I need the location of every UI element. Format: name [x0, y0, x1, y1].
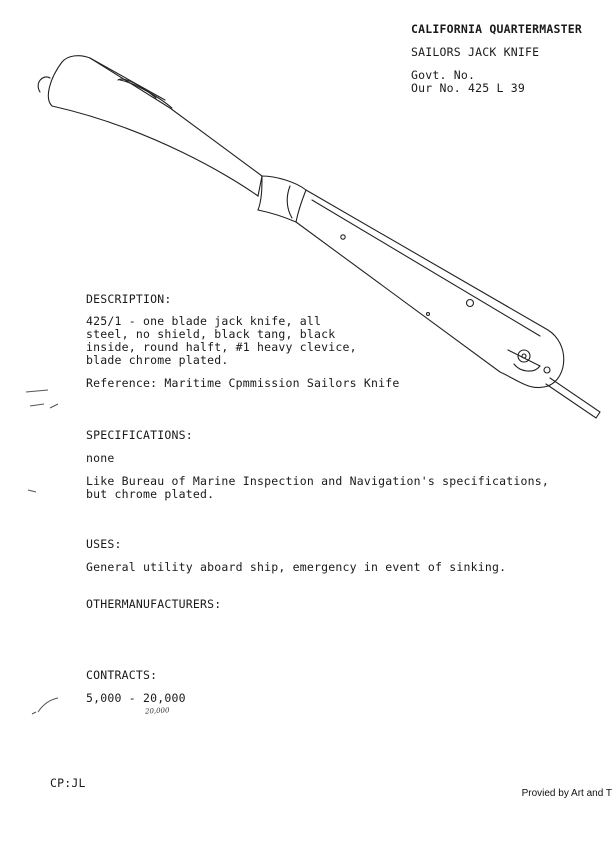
specifications-heading: SPECIFICATIONS:	[86, 428, 193, 442]
handwritten-note: 20,000	[144, 706, 170, 716]
govt-number: Govt. No.	[411, 68, 476, 82]
description-line: inside, round halft, #1 heavy clevice,	[86, 340, 357, 354]
pencil-mark	[26, 486, 40, 496]
specifications-line: but chrome plated.	[86, 487, 215, 501]
pencil-mark	[28, 694, 68, 718]
description-line: steel, no shield, black tang, black	[86, 327, 336, 341]
contracts-heading: CONTRACTS:	[86, 668, 158, 682]
description-line: blade chrome plated.	[86, 353, 229, 367]
description-heading: DESCRIPTION:	[86, 292, 172, 306]
specifications-value: none	[86, 451, 115, 465]
pencil-mark	[22, 384, 62, 414]
other-manufacturers-heading: OTHERMANUFACTURERS:	[86, 597, 222, 611]
uses-heading: USES:	[86, 537, 122, 551]
header-subtitle: SAILORS JACK KNIFE	[411, 45, 540, 59]
header-title: CALIFORNIA QUARTERMASTER	[411, 22, 582, 36]
our-number: Our No. 425 L 39	[411, 81, 525, 95]
specifications-line: Like Bureau of Marine Inspection and Navigation's specifications,	[86, 474, 550, 488]
contracts-value: 5,000 - 20,000	[86, 691, 186, 705]
uses-text: General utility aboard ship, emergency in event of sinking.	[86, 560, 507, 574]
initials: CP:JL	[50, 776, 86, 790]
reference-line: Reference: Maritime Cpmmission Sailors Knife	[86, 376, 400, 390]
footer-credit: Provied by Art and T	[521, 788, 612, 799]
description-line: 425/1 - one blade jack knife, all	[86, 314, 322, 328]
